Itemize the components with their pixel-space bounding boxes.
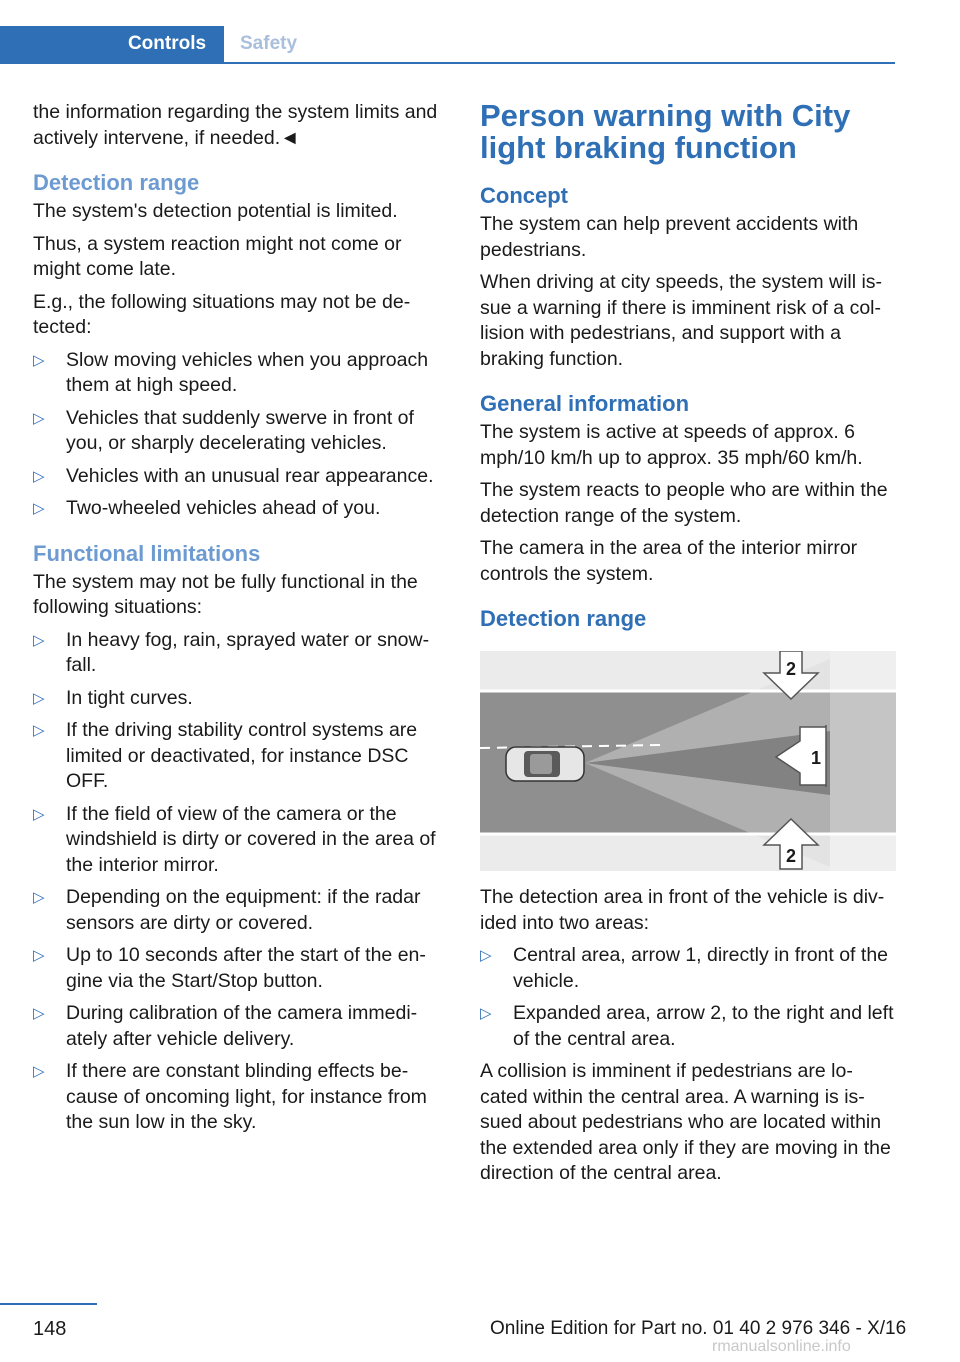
- triangle-bullet-icon: ▷: [33, 889, 45, 906]
- triangle-bullet-icon: ▷: [33, 351, 45, 369]
- detection-list: [33, 348, 445, 522]
- concept-paragraph-2: When driving at city speeds, the system will is‐sue a warning if there is imminent risk of a col‐lision with pedestrians, and support with a braking function.: [480, 271, 883, 370]
- list-item: ▷ In heavy fog, rain, sprayed water or snow‐fall.: [33, 628, 430, 676]
- triangle-bullet-icon: ▷: [33, 631, 45, 649]
- list-item: ▷ Expanded area, arrow 2, to the right and left of the central area.: [480, 1002, 894, 1050]
- triangle-bullet-icon: ▷: [33, 689, 45, 707]
- footer-divider: [0, 1303, 97, 1305]
- detection-range-figure: [480, 651, 896, 871]
- detection-paragraph-1: The system's detection potential is limited.: [33, 200, 398, 222]
- list-item: ▷ If the driving stability control systems are limited or deactivated, for instance DSC OFF.: [33, 719, 418, 792]
- general-paragraph-2: The system reacts to people who are within the detection range of the system.: [480, 479, 888, 527]
- triangle-bullet-icon: ▷: [33, 500, 45, 517]
- triangle-bullet-icon: ▷: [33, 1005, 45, 1022]
- section-title: Person warning with City light braking function: [480, 98, 851, 165]
- areas-paragraph: The detection area in front of the vehicle is div‐ided into two areas:: [480, 886, 885, 934]
- detection-range-heading-right: Detection range: [480, 606, 647, 631]
- list-item: ▷ Central area, arrow 1, directly in front of the vehicle.: [480, 944, 889, 992]
- list-item: ▷ In tight curves.: [33, 686, 445, 712]
- general-paragraph-1: The system is active at speeds of approx. 6 mph/10 km/h up to approx. 35 mph/60 km/h.: [480, 421, 863, 469]
- list-item: ▷ Depending on the equipment: if the radar sensors are dirty or covered.: [33, 886, 421, 934]
- triangle-bullet-icon: ▷: [33, 805, 45, 823]
- tab-safety[interactable]: Safety: [240, 33, 298, 54]
- concept-heading: Concept: [480, 183, 568, 208]
- functional-paragraph: The system may not be fully functional in the following situations:: [33, 570, 418, 618]
- list-item: ▷ Up to 10 seconds after the start of the en‐gine via the Start/Stop button.: [33, 944, 426, 992]
- left-column: [33, 100, 445, 1143]
- arrow-top-label: 2: [785, 659, 797, 679]
- general-information-heading: General information: [480, 391, 690, 416]
- detection-range-heading: Detection range: [33, 170, 200, 195]
- triangle-bullet-icon: ▷: [480, 1005, 492, 1022]
- detection-boundary-zone: [830, 651, 896, 871]
- general-paragraph-3: The camera in the area of the interior mirror controls the system.: [480, 537, 858, 585]
- right-column: [480, 100, 896, 1194]
- functional-list: [33, 628, 445, 1136]
- triangle-bullet-icon: ▷: [33, 947, 45, 964]
- detection-paragraph-2: Thus, a system reaction might not come or might come late.: [33, 232, 402, 280]
- intro-paragraph: the information regarding the system limits and actively intervene, if needed.◄: [33, 101, 438, 149]
- areas-list: [480, 943, 896, 1052]
- arrow-bottom-label: 2: [785, 846, 797, 866]
- edition-text: Online Edition for Part no. 01 40 2 976 346 - X/16: [490, 1318, 907, 1339]
- tab-controls[interactable]: Controls: [0, 26, 224, 62]
- detection-paragraph-3: E.g., the following situations may not be de‐tected:: [33, 290, 411, 338]
- triangle-bullet-icon: ▷: [33, 722, 45, 739]
- triangle-bullet-icon: ▷: [33, 467, 45, 485]
- list-item: ▷ If there are constant blinding effects be‐cause of oncoming light, for instance from the sun low in the sky.: [33, 1060, 427, 1133]
- functional-limitations-heading: Functional limitations: [33, 540, 261, 566]
- list-item: ▷ Vehicles that suddenly swerve in front of you, or sharply decelerating vehicles.: [33, 406, 414, 454]
- section-tabs: [0, 26, 895, 64]
- triangle-bullet-icon: ▷: [33, 1063, 45, 1080]
- list-item: ▷ If the field of view of the camera or the windshield is dirty or covered in the area of the interior mirror.: [33, 802, 436, 876]
- arrow-middle-label: 1: [810, 748, 822, 768]
- concept-paragraph-1: The system can help prevent accidents with pedestrians.: [480, 213, 859, 261]
- list-item: ▷ Slow moving vehicles when you approach them at high speed.: [33, 348, 429, 396]
- page-number: 148: [33, 1318, 67, 1340]
- collision-paragraph: A collision is imminent if pedestrians are lo‐cated within the central area. A warning is is‐sued about pedestrians who are located within the extended area only if they are moving in the direction of the central area.: [480, 1060, 891, 1184]
- vehicle-icon: [506, 747, 584, 781]
- list-item: ▷ Vehicles with an unusual rear appearance.: [33, 464, 445, 490]
- triangle-bullet-icon: ▷: [33, 409, 45, 427]
- list-item: ▷ Two-wheeled vehicles ahead of you.: [33, 496, 445, 522]
- list-item: ▷ During calibration of the camera immedi‐ately after vehicle delivery.: [33, 1002, 418, 1050]
- triangle-bullet-icon: ▷: [480, 947, 492, 964]
- watermark: rmanualsonline.info: [712, 1338, 851, 1355]
